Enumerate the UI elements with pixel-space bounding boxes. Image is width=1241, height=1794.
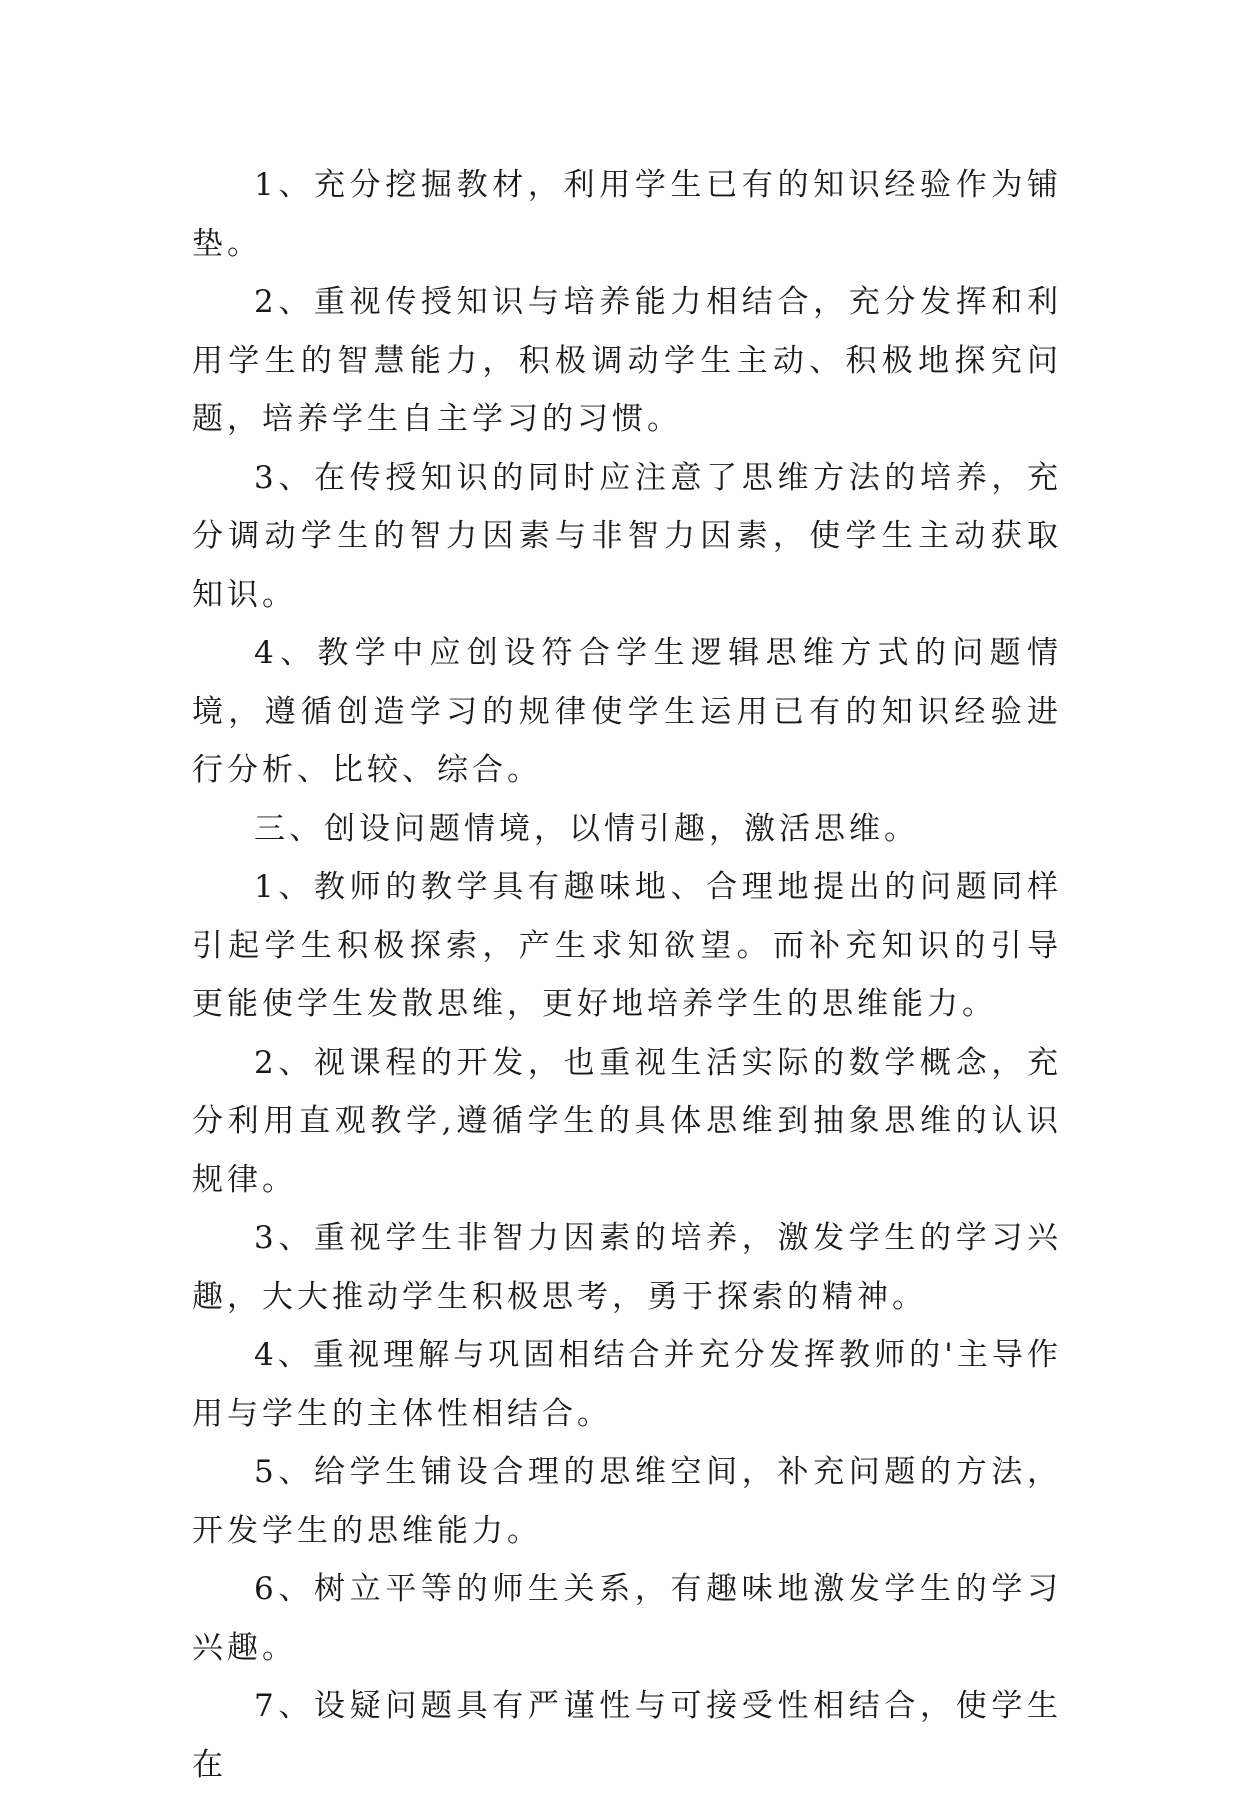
paragraph-4: 4、教学中应创设符合学生逻辑思维方式的问题情境，遵循创造学习的规律使学生运用已有的知识经验进行分析、比较、综合。: [192, 635, 1062, 788]
paragraph-7: 3、重视学生非智力因素的培养，激发学生的学习兴趣，大大推动学生积极思考，勇于探索的精神。: [192, 1220, 1062, 1315]
paragraph-11: 7、设疑问题具有严谨性与可接受性相结合，使学生在: [192, 1688, 1062, 1783]
paragraph-3: 3、在传授知识的同时应注意了思维方法的培养，充分调动学生的智力因素与非智力因素，使学生主动获取知识。: [192, 459, 1062, 613]
paragraph-8: 4、重视理解与巩固相结合并充分发挥教师的'主导作用与学生的主体性相结合。: [192, 1337, 1062, 1432]
paragraph-10: 6、树立平等的师生关系，有趣味地激发学生的学习兴趣。: [192, 1571, 1062, 1666]
paragraph-2: 2、重视传授知识与培养能力相结合，充分发挥和利用学生的智慧能力，积极调动学生主动、积极地探究问题，培养学生自主学习的习惯。: [192, 284, 1062, 437]
paragraph-9: 5、给学生铺设合理的思维空间，补充问题的方法，开发学生的思维能力。: [192, 1454, 1062, 1549]
paragraph-6: 2、视课程的开发，也重视生活实际的数学概念，充分利用直观教学,遵循学生的具体思维到抽象思维的认识规律。: [192, 1044, 1062, 1198]
paragraph-1: 1、充分挖掘教材，利用学生已有的知识经验作为铺垫。: [192, 167, 1062, 262]
paragraph-5: 1、教师的教学具有趣味地、合理地提出的问题同样引起学生积极探索，产生求知欲望。而补充知识的引导更能使学生发散思维，更好地培养学生的思维能力。: [192, 869, 1062, 1022]
section-heading: 三、创设问题情境，以情引趣，激活思维。: [254, 810, 919, 847]
document-body: [192, 156, 1062, 1794]
